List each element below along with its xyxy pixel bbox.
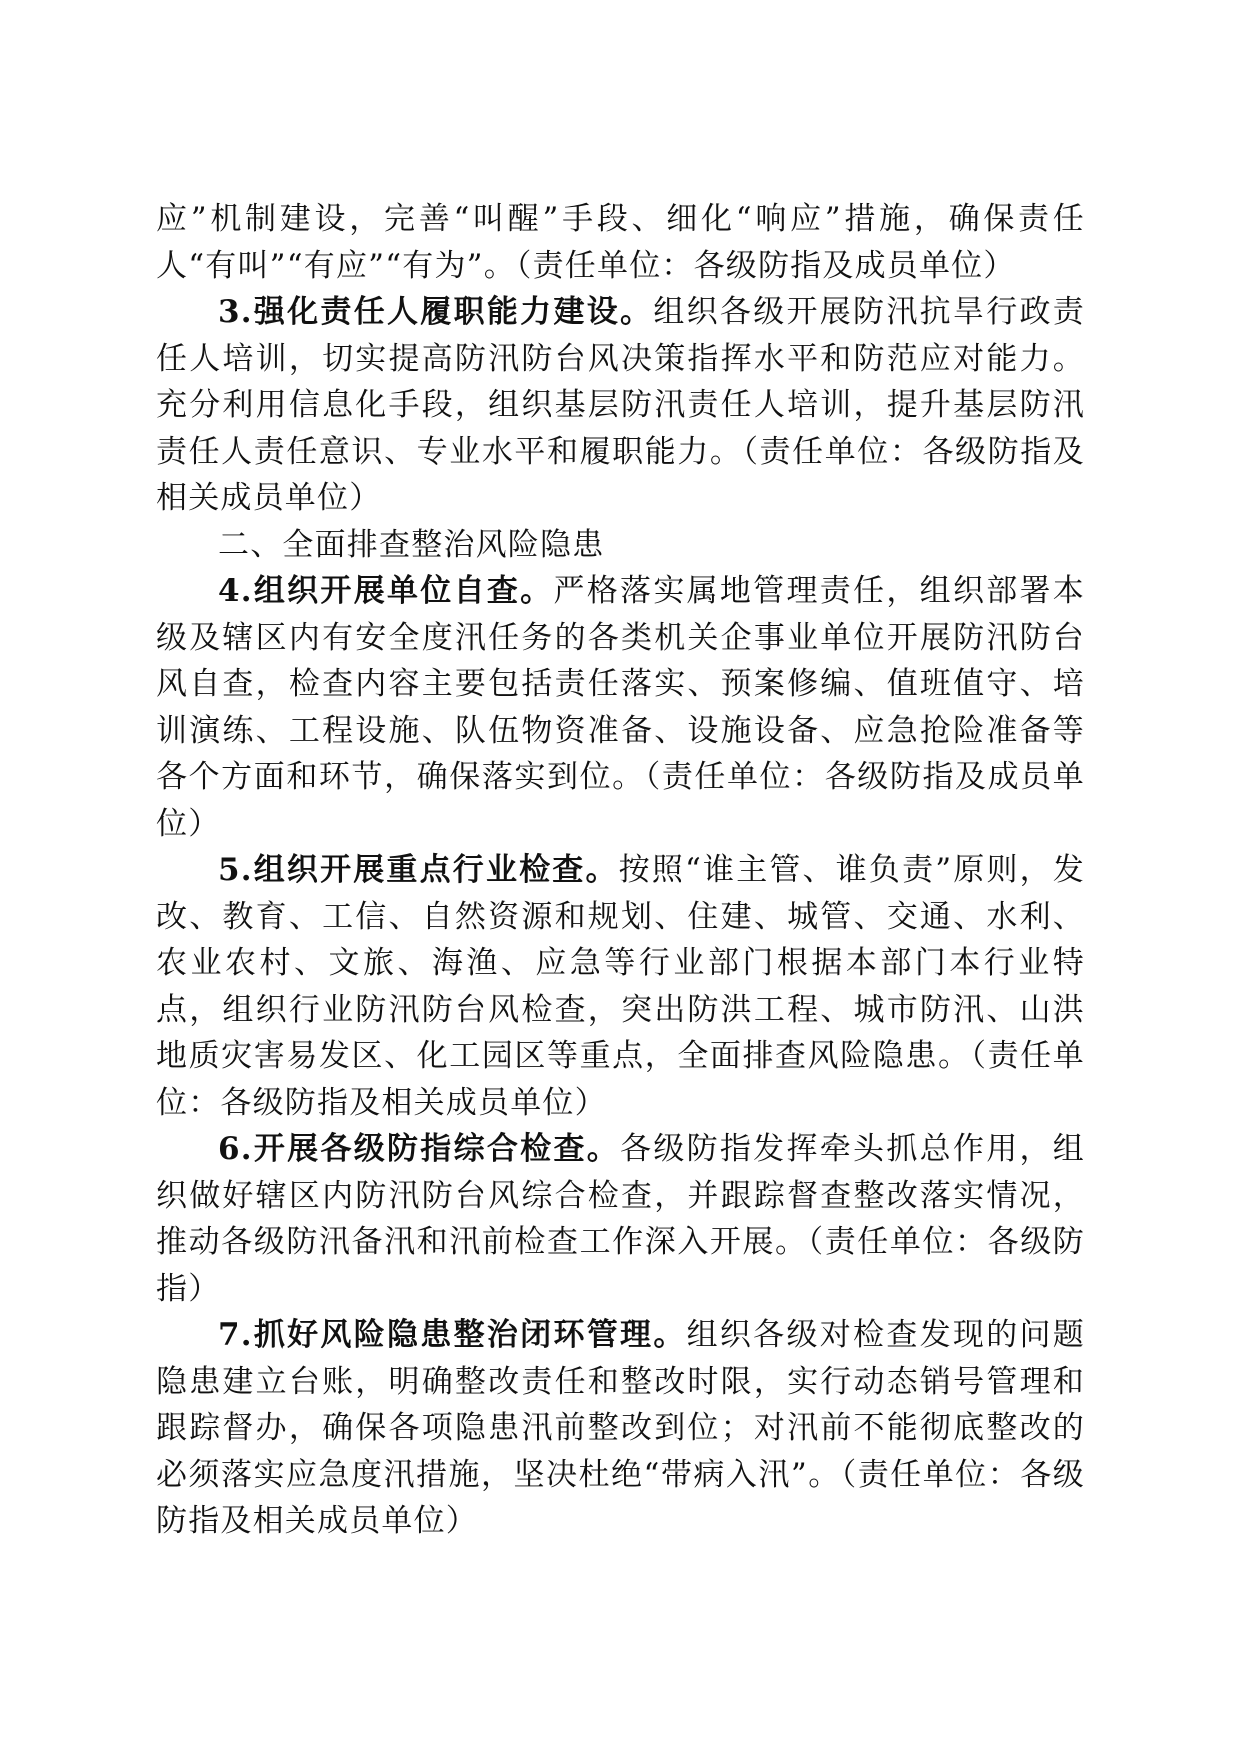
paragraph-continued (156, 196, 1085, 289)
item-3-title: 3.强化责任人履职能力建设。 (218, 294, 654, 330)
item-7-title: 7.抓好风险隐患整治闭环管理。 (218, 1317, 687, 1353)
item-4-title: 4.组织开展单位自查。 (218, 573, 554, 609)
item-5-title: 5.组织开展重点行业检查。 (218, 852, 619, 888)
paragraph-item-4 (156, 568, 1085, 847)
item-6-title: 6.开展各级防指综合检查。 (218, 1131, 621, 1167)
item-6-body: 各级防指发挥牵头抓总作用，组织做好辖区内防汛防台风综合检查，并跟踪督查整改落实情况，推动各级防汛备汛和汛前检查工作深入开展。（责任单位：各级防指） (156, 1131, 1085, 1307)
item-5-body: 按照“谁主管、谁负责”原则，发改、教育、工信、自然资源和规划、住建、城管、交通、水利、农业农村、文旅、海渔、应急等行业部门根据本部门本行业特点，组织行业防汛防台风检查，突出防洪工程、城市防汛、山洪地质灾害易发区、化工园区等重点，全面排查风险隐患。（责任单位：各级防指及相关成员单位） (156, 852, 1085, 1121)
paragraph-item-5 (156, 847, 1085, 1126)
paragraph-item-3 (156, 289, 1085, 522)
item-7-body: 组织各级对检查发现的问题隐患建立台账，明确整改责任和整改时限，实行动态销号管理和跟踪督办，确保各项隐患汛前整改到位；对汛前不能彻底整改的必须落实应急度汛措施，坚决杜绝“带病入汛”。（责任单位：各级防指及相关成员单位） (156, 1317, 1085, 1539)
document-body (156, 196, 1085, 1545)
item-4-body: 严格落实属地管理责任，组织部署本级及辖区内有安全度汛任务的各类机关企事业单位开展防汛防台风自查，检查内容主要包括责任落实、预案修编、值班值守、培训演练、工程设施、队伍物资准备、设施设备、应急抢险准备等各个方面和环节，确保落实到位。（责任单位：各级防指及成员单位） (156, 573, 1086, 842)
item-3-body: 组织各级开展防汛抗旱行政责任人培训，切实提高防汛防台风决策指挥水平和防范应对能力。充分利用信息化手段，组织基层防汛责任人培训，提升基层防汛责任人责任意识、专业水平和履职能力。（责任单位：各级防指及相关成员单位） (156, 294, 1085, 516)
section-heading-2: 二、全面排查整治风险隐患 (218, 526, 605, 563)
paragraph-item-6 (156, 1126, 1085, 1312)
paragraph-body: 应”机制建设，完善“叫醒”手段、细化“响应”措施，确保责任人“有叫”“有应”“有为”。（责任单位：各级防指及成员单位） (156, 201, 1085, 284)
paragraph-item-7 (156, 1312, 1085, 1545)
